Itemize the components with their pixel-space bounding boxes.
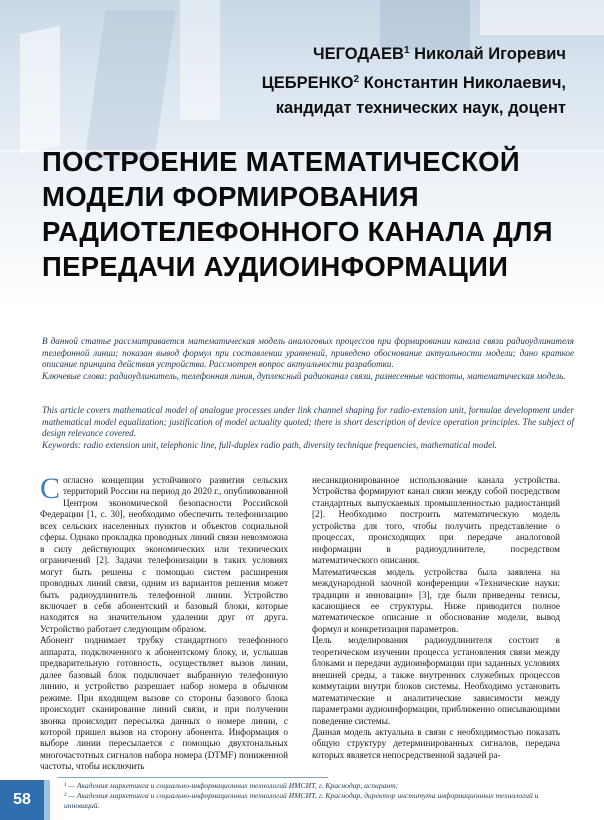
- abstract-text: В данной статье рассматривается математическая модель аналоговых процессов при формировании канала связи радиоудлинителя телефонной линии; показан вывод формул при составлении уравнений, приведено обоснование актуальности модели; дано краткое описание принципа действия устройства. Рассмотрен вопрос актуальности разработки.: [42, 336, 574, 370]
- keywords-text: Keywords: radio extension unit, telephonic line, full-duplex radio path, diversity technique frequencies, mathematical model.: [42, 439, 497, 450]
- article-title: [42, 144, 582, 284]
- body-paragraph: несанкционированное использование канала устройства. Устройства формируют канал связи между собой посредством стандартных выпускаемых промышленностью радиостанций [2]. Необходимо построить математическую модель устройства для того, чтобы получить представление о процессах, происходящих при передаче аналоговой информации в радиоудлинителе, посредством математического описания.: [312, 475, 560, 566]
- banner-decoration: [180, 0, 220, 120]
- body-paragraph: Данная модель актуальна в связи с необходимостью показать общую структуру детерминированных сигналов, передача которых является непосредственной задачей ра-: [312, 726, 560, 760]
- body-paragraph: Согласно концепции устойчивого развития сельских территорий России на период до 2020 г., опубликованной Центром экономической безопасности Российской Федерации [1, с. 30], необходимо обеспечить телефонизацию всех сельских населенных пунктов и объектов социальной сферы. Однако прокладка проводных линий связи невозможна в силу действующих экономических или технических ограничений [2]. Задачи телефонизации в таких условиях могут быть решены с помощью систем расширения проводных линий связи, одним из вариантов решения может быть радиоудлинитель телефонной линии. Устройство включает в себя абонентский и базовый блоки, которые находятся на значительном удалении друг от друга. Устройство работает следующим образом.: [40, 472, 288, 634]
- banner-decoration: [20, 26, 60, 155]
- body-paragraph: Абонент поднимает трубку стандартного телефонного аппарата, подключенного к абонентскому блоку, и, услышав предварительную готовность, осуществляет вызов линии, далее базовый блок подключает выбранную телефонную линию, и устройство разрешает набор номера в обычном режиме. При входящем вызове со стороны базового блока происходит сканирование линий связи, и при получении звонка происходит пересылка данных о номере линии, с которой пришел вызов на сторону абонента. Информация о выборе линии пересылается с помощью двухтональных многочастотных сигналов набора номера (DTMF) пониженной частоты, чтобы исключить: [40, 635, 288, 772]
- title-line: ПЕРЕДАЧИ АУДИОИНФОРМАЦИИ: [42, 251, 509, 282]
- body-paragraph: Математическая модель устройства была заявлена на международной заочной конференции «Технические науки: традиции и инновации» [3], где были приведены тезисы, касающиеся ее структуры. Ниже приводится полное математическое описание и обоснование модели, вывод формул и конкретизация параметров.: [312, 566, 560, 634]
- abstract-english: [42, 405, 574, 451]
- banner-decoration: [480, 0, 604, 35]
- body-paragraph: Цель моделирования радиоудлинителя состоит в теоретическом изучении процесса установления связи между блоками и передачи аудиоинформации при заданных условиях внешней среды, а также внутренних служебных процессов коммутации внутри блоков системы. Необходимо установить математические и аналитические зависимости между параметрами аудиоинформации, приближенно описывающими поведение системы.: [312, 635, 560, 726]
- body-column-left: [40, 472, 288, 773]
- footnotes: [64, 781, 574, 811]
- keywords-text: Ключевые слова: радиоудлинитель, телефонная линия, дуплексный радиоканал связи, разнесенные частоты, математическая модель.: [42, 370, 566, 381]
- body-column-right: [312, 475, 560, 761]
- author-2: ЦЕБРЕНКО$^2$ Константин Николаевич,: [261, 74, 566, 92]
- banner-decoration: [84, 10, 175, 160]
- page-number: 58: [0, 780, 44, 820]
- author-1: ЧЕГОДАЕВ$^1$ Николай Игоревич: [313, 45, 566, 63]
- footnote-2: ² — Академия маркетинга и социально-информационных технологий ИМСИТ, г. Краснодар, директор института информационных технологий и инноваций.: [64, 791, 539, 810]
- title-line: РАДИОТЕЛЕФОННОГО КАНАЛА ДЛЯ: [42, 216, 553, 247]
- abstract-russian: [42, 336, 574, 382]
- title-line: МОДЕЛИ ФОРМИРОВАНИЯ: [42, 181, 419, 212]
- drop-cap: С: [40, 472, 61, 505]
- author-block: [262, 38, 566, 121]
- abstract-text: This article covers mathematical model of analogue processes under link channel shaping for radio-extension unit, formulae development under mathematical model equalization; justification of model actuality quoted; there is short description of device operation principles. The subject of design relevance covered.: [42, 405, 574, 439]
- author-degree: кандидат технических наук, доцент: [275, 99, 566, 117]
- footnote-1: ¹ — Академия маркетинга и социально-информационных технологий ИМСИТ, г. Краснодар, аспирант;: [64, 781, 399, 790]
- title-line: ПОСТРОЕНИЕ МАТЕМАТИЧЕСКОЙ: [42, 146, 520, 177]
- footnote-divider: [58, 777, 328, 778]
